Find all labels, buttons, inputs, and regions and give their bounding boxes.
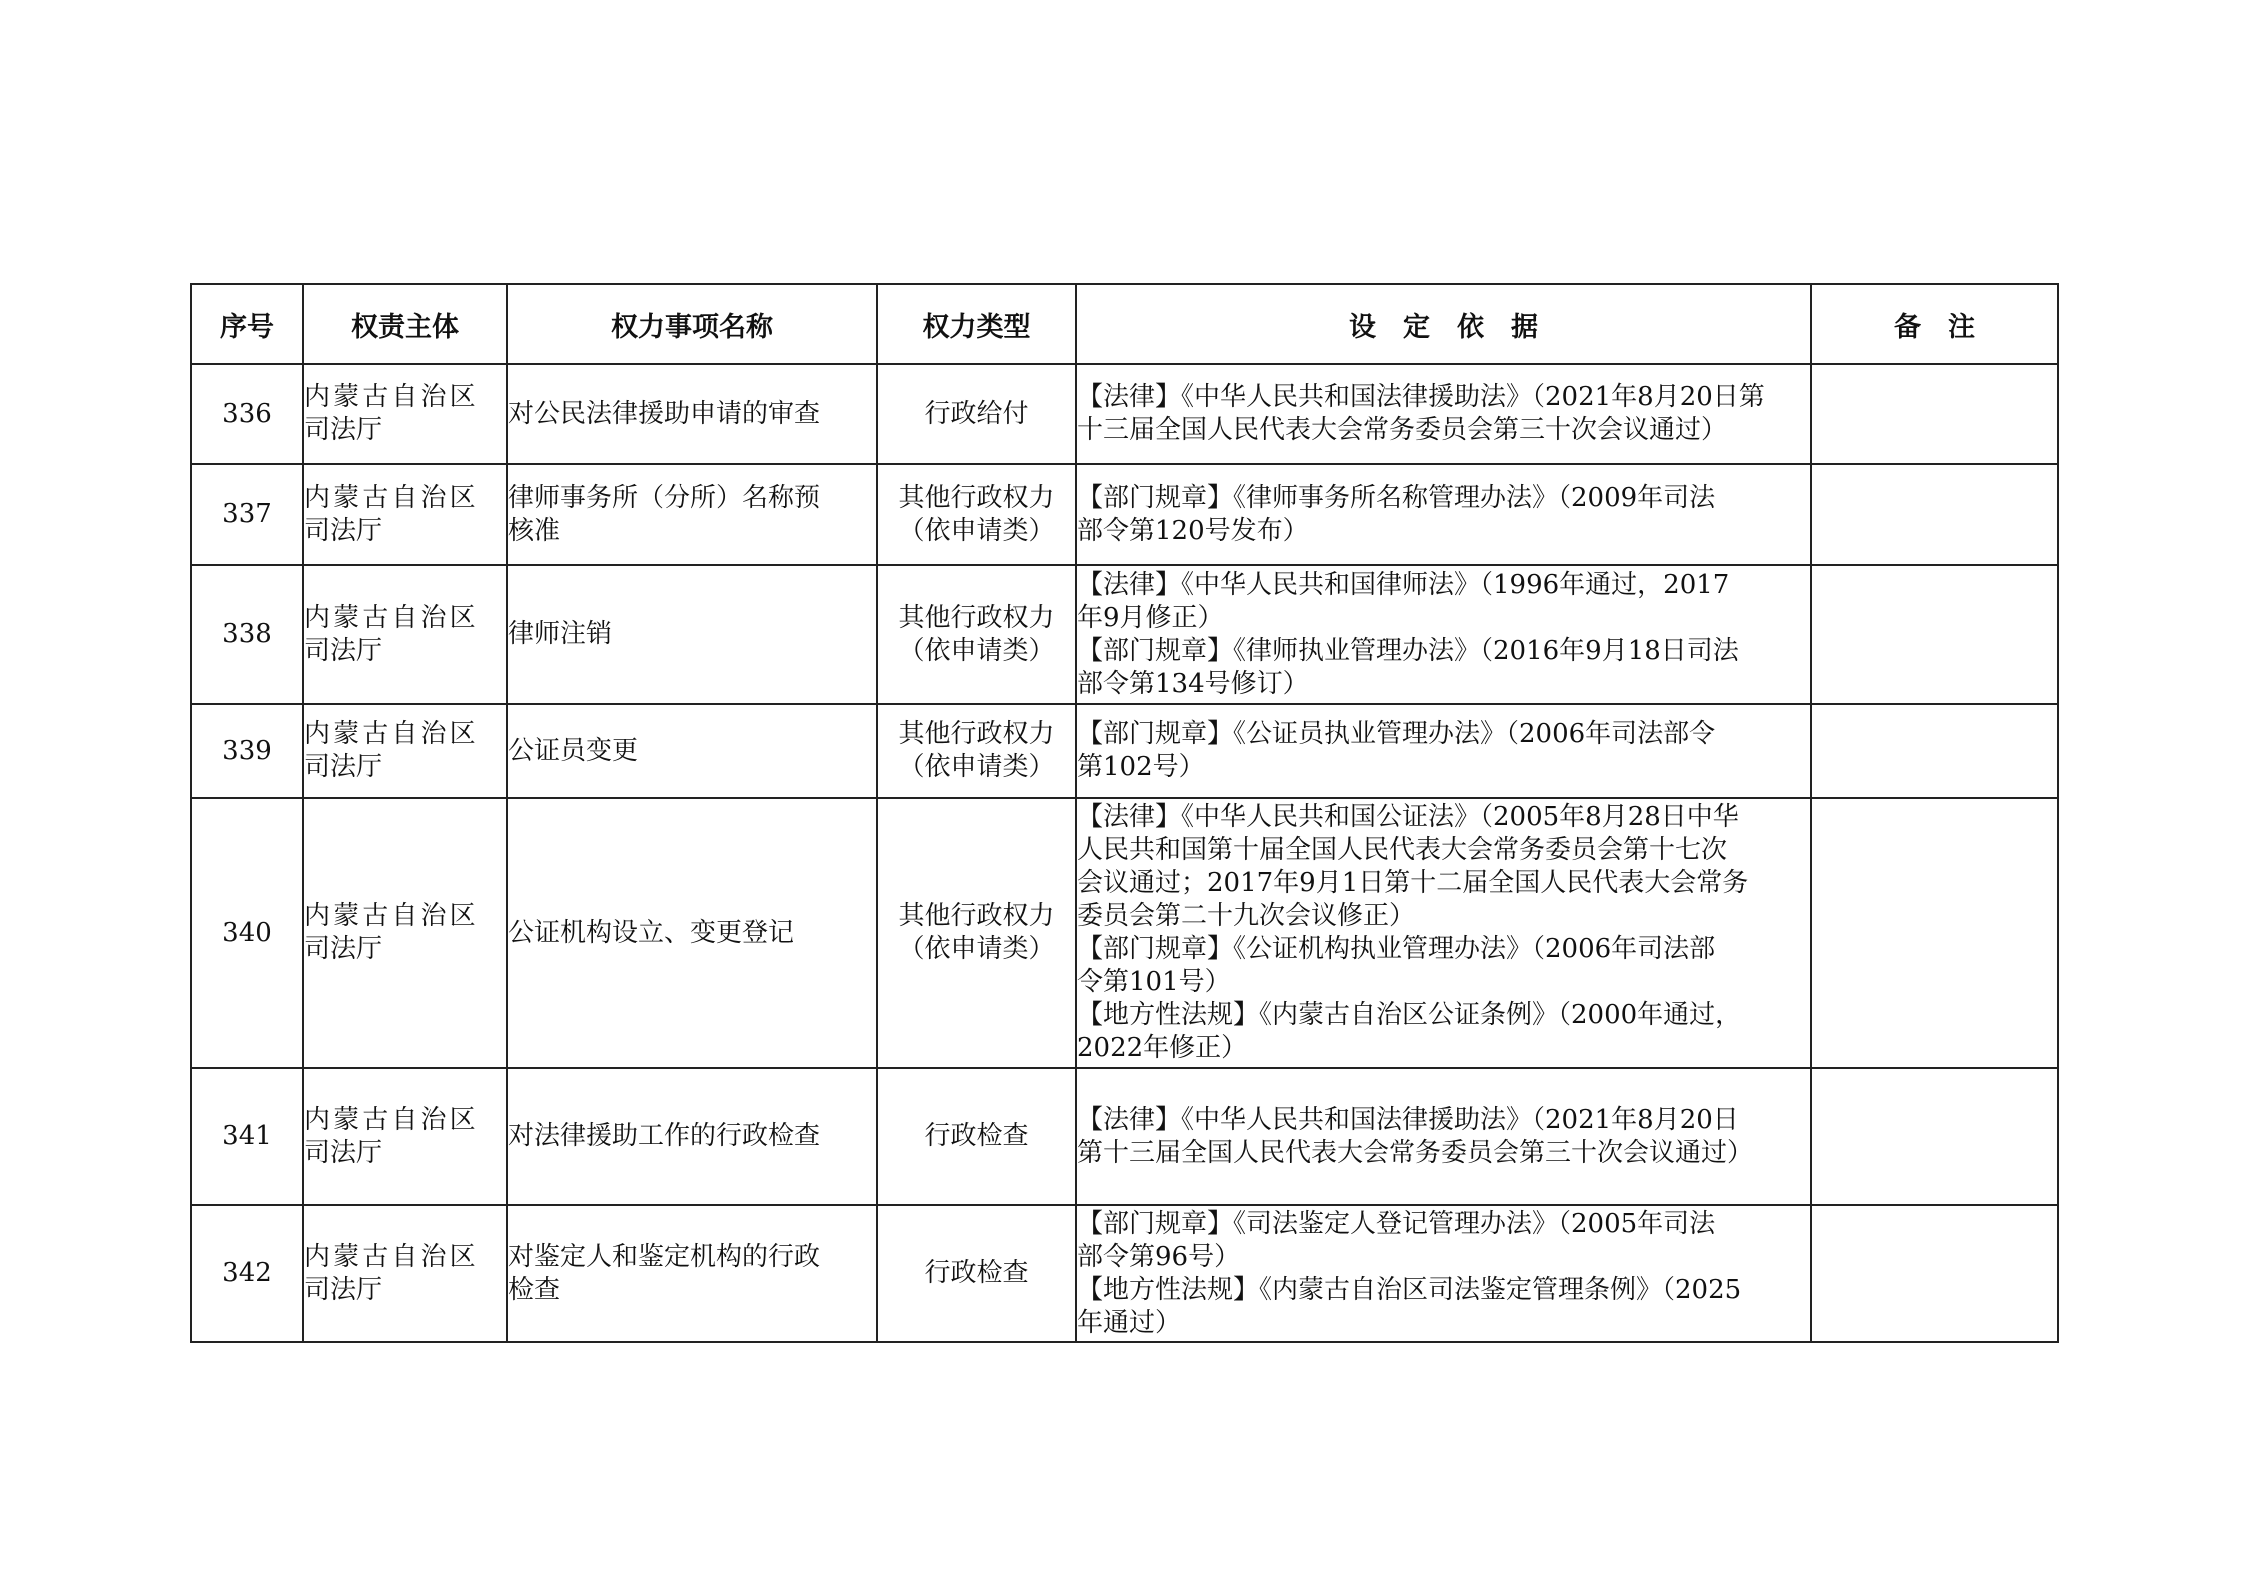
cell-line: 【法律】《中华人民共和国公证法》（2005年8月28日中华	[1077, 802, 1739, 832]
cell-line: 十三届全国人民代表大会常务委员会第三十次会议通过）	[1077, 415, 1728, 445]
cell-line: 【部门规章】《公证员执业管理办法》（2006年司法部令	[1077, 719, 1716, 749]
cell-basis	[1076, 1068, 1811, 1205]
cell-line: 部令第134号修订）	[1077, 668, 1309, 699]
cell-line: 司法厅	[304, 752, 383, 782]
cell-line: 第十三届全国人民代表大会常务委员会第三十次会议通过）	[1077, 1137, 1754, 1168]
cell-line: 【法律】《中华人民共和国法律援助法》（2021年8月20日	[1077, 1104, 1739, 1135]
cell-line: 部令第96号）	[1077, 1241, 1241, 1272]
cell-subject	[303, 1205, 507, 1342]
cell-line: 对鉴定人和鉴定机构的行政	[508, 1241, 821, 1272]
cell-line: 行政检查	[924, 1121, 1029, 1151]
cell-line: （依申请类）	[898, 635, 1055, 666]
table-body	[191, 364, 2058, 1342]
cell-name	[507, 798, 877, 1068]
cell-seq: 337	[191, 464, 303, 565]
cell-line: 【部门规章】《律师事务所名称管理办法》（2009年司法	[1077, 482, 1716, 513]
cell-name	[507, 364, 877, 464]
cell-line: 第102号）	[1077, 752, 1205, 782]
cell-note	[1811, 464, 2058, 565]
cell-line: 2022年修正）	[1077, 1033, 1248, 1063]
power-list-table	[190, 283, 2059, 1343]
cell-note	[1811, 1205, 2058, 1342]
cell-line: （依申请类）	[898, 934, 1055, 964]
table-row	[191, 1068, 2058, 1205]
cell-subject	[303, 798, 507, 1068]
cell-line: 行政给付	[924, 398, 1029, 429]
cell-line: 内蒙古自治区	[304, 382, 479, 412]
cell-line: 年9月修正）	[1077, 602, 1224, 633]
cell-line: 会议通过；2017年9月1日第十二届全国人民代表大会常务	[1077, 868, 1749, 898]
cell-line: 司法厅	[304, 934, 383, 964]
cell-note	[1811, 565, 2058, 704]
cell-line: 核准	[508, 515, 561, 546]
header-subject: 权责主体	[303, 284, 507, 364]
cell-note	[1811, 798, 2058, 1068]
table-row	[191, 798, 2058, 1068]
cell-seq: 341	[191, 1068, 303, 1205]
cell-line: 内蒙古自治区	[304, 482, 479, 513]
cell-line: 令第101号）	[1077, 967, 1231, 997]
cell-name	[507, 565, 877, 704]
cell-basis	[1076, 464, 1811, 565]
cell-type	[877, 704, 1076, 798]
cell-basis	[1076, 1205, 1811, 1342]
cell-line: 内蒙古自治区	[304, 1104, 479, 1135]
cell-basis	[1076, 704, 1811, 798]
cell-line: 内蒙古自治区	[304, 1241, 479, 1272]
cell-line: 检查	[508, 1274, 561, 1305]
cell-line: 【部门规章】《律师执业管理办法》（2016年9月18日司法	[1077, 635, 1739, 666]
cell-line: 司法厅	[304, 415, 383, 445]
cell-line: 【地方性法规】《内蒙古自治区司法鉴定管理条例》（2025	[1077, 1274, 1742, 1305]
table-row	[191, 1205, 2058, 1342]
cell-line: 其他行政权力	[898, 482, 1055, 513]
table-row	[191, 364, 2058, 464]
cell-name	[507, 1068, 877, 1205]
cell-subject	[303, 565, 507, 704]
cell-line: 内蒙古自治区	[304, 901, 479, 931]
cell-line: 公证机构设立、变更登记	[508, 917, 795, 948]
cell-line: 司法厅	[304, 635, 383, 666]
cell-line: 【部门规章】《公证机构执业管理办法》（2006年司法部	[1077, 934, 1716, 964]
cell-seq: 339	[191, 704, 303, 798]
header-seq: 序号	[191, 284, 303, 364]
cell-line: 【部门规章】《司法鉴定人登记管理办法》（2005年司法	[1077, 1208, 1716, 1239]
header-name: 权力事项名称	[507, 284, 877, 364]
table-row	[191, 464, 2058, 565]
table-row	[191, 704, 2058, 798]
cell-basis	[1076, 565, 1811, 704]
cell-line: 司法厅	[304, 1274, 383, 1305]
cell-basis	[1076, 798, 1811, 1068]
cell-line: 人民共和国第十届全国人民代表大会常务委员会第十七次	[1077, 835, 1728, 865]
table-header-row	[191, 284, 2058, 364]
cell-line: 律师注销	[508, 619, 613, 649]
cell-line: 委员会第二十九次会议修正）	[1077, 901, 1416, 931]
cell-seq: 336	[191, 364, 303, 464]
cell-type	[877, 464, 1076, 565]
cell-type	[877, 798, 1076, 1068]
cell-line: 部令第120号发布）	[1077, 515, 1309, 546]
cell-line: 司法厅	[304, 515, 383, 546]
cell-basis	[1076, 364, 1811, 464]
cell-line: 内蒙古自治区	[304, 719, 479, 749]
cell-type	[877, 1205, 1076, 1342]
cell-subject	[303, 464, 507, 565]
cell-subject	[303, 364, 507, 464]
header-basis: 设 定 依 据	[1076, 284, 1811, 364]
cell-seq: 342	[191, 1205, 303, 1342]
cell-line: 律师事务所（分所）名称预	[508, 482, 821, 513]
cell-line: 对公民法律援助申请的审查	[508, 398, 821, 429]
cell-note	[1811, 1068, 2058, 1205]
cell-note	[1811, 704, 2058, 798]
cell-line: 对法律援助工作的行政检查	[508, 1121, 821, 1151]
cell-seq: 340	[191, 798, 303, 1068]
cell-line: （依申请类）	[898, 752, 1055, 782]
header-type: 权力类型	[877, 284, 1076, 364]
cell-line: 司法厅	[304, 1137, 383, 1168]
cell-subject	[303, 704, 507, 798]
header-note: 备 注	[1811, 284, 2058, 364]
cell-seq: 338	[191, 565, 303, 704]
cell-line: 【地方性法规】《内蒙古自治区公证条例》（2000年通过，	[1077, 1000, 1742, 1030]
cell-line: 【法律】《中华人民共和国法律援助法》（2021年8月20日第	[1077, 382, 1765, 412]
cell-line: 行政检查	[924, 1258, 1029, 1288]
cell-line: 年通过）	[1077, 1307, 1182, 1338]
table-row	[191, 565, 2058, 704]
cell-type	[877, 565, 1076, 704]
cell-note	[1811, 364, 2058, 464]
cell-name	[507, 464, 877, 565]
cell-line: （依申请类）	[898, 515, 1055, 546]
cell-name	[507, 1205, 877, 1342]
cell-type	[877, 1068, 1076, 1205]
cell-line: 公证员变更	[508, 735, 639, 766]
cell-name	[507, 704, 877, 798]
cell-line: 其他行政权力	[898, 602, 1055, 633]
cell-subject	[303, 1068, 507, 1205]
cell-line: 其他行政权力	[898, 719, 1055, 749]
cell-line: 【法律】《中华人民共和国律师法》（1996年通过，2017	[1077, 569, 1730, 600]
cell-line: 其他行政权力	[898, 901, 1055, 931]
cell-type	[877, 364, 1076, 464]
cell-line: 内蒙古自治区	[304, 602, 479, 633]
